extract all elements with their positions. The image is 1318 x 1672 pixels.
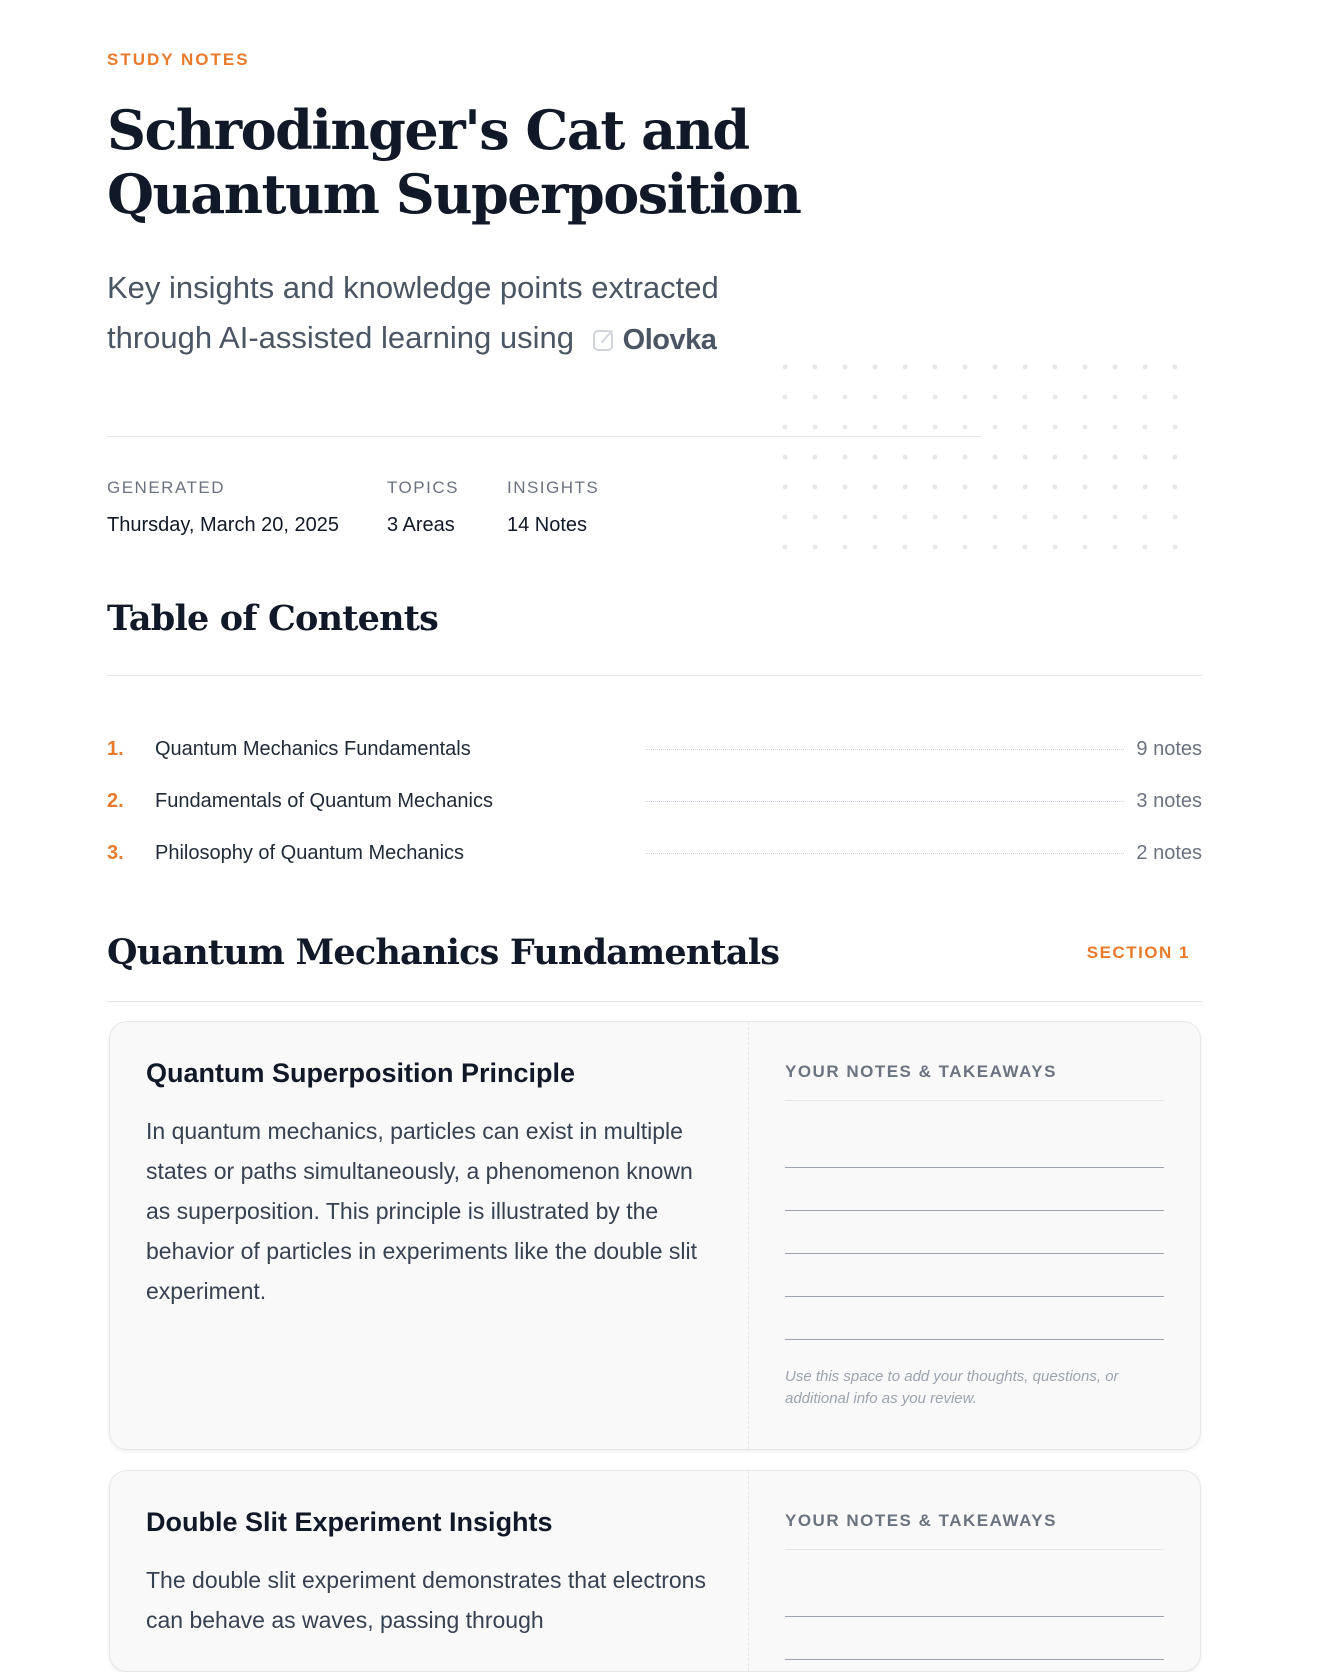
meta-topics [387, 478, 459, 537]
notes-hint: Use this space to add your thoughts, questions, or additional info as you review. [785, 1368, 1119, 1407]
toc-item-count: 9 notes [1136, 737, 1202, 760]
decorative-dot-grid [770, 352, 1200, 552]
card-body: In quantum mechanics, particles can exist in multiple states or paths simultaneously, a phenomenon known as superposition. This principle is illustrated by the behavior of particles in experiments like the double slit experiment. [146, 1118, 698, 1304]
toc-item-number: 3. [107, 841, 124, 864]
notes-label: YOUR NOTES & TAKEAWAYS [785, 1062, 1164, 1101]
note-line[interactable] [785, 1168, 1164, 1211]
toc-dot-leader [645, 853, 1124, 854]
meta-generated [107, 478, 339, 537]
section-title: Quantum Mechanics Fundamentals [107, 932, 780, 973]
card-content [110, 1022, 749, 1449]
toc-item[interactable] [107, 775, 1202, 827]
toc-item-label[interactable]: Fundamentals of Quantum Mechanics [155, 789, 493, 812]
section-header [107, 932, 1202, 973]
card-title: Double Slit Experiment Insights [146, 1507, 553, 1537]
toc-title: Table of Contents [107, 598, 438, 639]
toc-list [107, 723, 1202, 879]
notes-panel [749, 1471, 1200, 1671]
notes-panel [749, 1022, 1200, 1449]
note-line[interactable] [785, 1550, 1164, 1617]
toc-item[interactable] [107, 723, 1202, 775]
toc-item-number: 1. [107, 737, 124, 760]
meta-value: 3 Areas [386, 514, 455, 536]
meta-bar [107, 478, 647, 537]
toc-dot-leader [645, 749, 1124, 750]
toc-item-label[interactable]: Philosophy of Quantum Mechanics [155, 841, 465, 864]
meta-label: INSIGHTS [506, 478, 600, 497]
section-badge: SECTION 1 [1086, 942, 1190, 962]
toc-dot-leader [645, 801, 1124, 802]
meta-label: GENERATED [107, 478, 226, 497]
meta-value: 14 Notes [506, 514, 588, 536]
card-title: Quantum Superposition Principle [146, 1058, 576, 1088]
insight-card [109, 1470, 1201, 1672]
toc-item[interactable] [107, 827, 1202, 879]
page-title: Schrodinger's Cat and Quantum Superposition [107, 98, 801, 226]
toc-item-count: 2 notes [1136, 841, 1202, 864]
header-divider [107, 436, 982, 437]
note-line[interactable] [785, 1101, 1164, 1168]
note-line[interactable] [785, 1617, 1164, 1660]
eyebrow-label: STUDY NOTES [107, 50, 250, 69]
note-line[interactable] [785, 1254, 1164, 1297]
card-body: The double slit experiment demonstrates that electrons can behave as waves, passing through [146, 1567, 706, 1633]
meta-insights [507, 478, 599, 537]
brand-logo [591, 315, 717, 365]
note-line[interactable] [785, 1297, 1164, 1340]
toc-item-label[interactable]: Quantum Mechanics Fundamentals [155, 737, 471, 760]
toc-divider [107, 675, 1202, 676]
notes-label: YOUR NOTES & TAKEAWAYS [785, 1511, 1164, 1550]
meta-value: Thursday, March 20, 2025 [107, 514, 339, 536]
toc-item-count: 3 notes [1136, 789, 1202, 812]
subtitle-text: Key insights and knowledge points extracted through AI-assisted learning using [107, 270, 719, 355]
insight-card [109, 1021, 1201, 1450]
card-content [110, 1471, 749, 1671]
meta-label: TOPICS [386, 478, 459, 497]
brand-name: Olovka [622, 323, 717, 356]
note-line[interactable] [785, 1211, 1164, 1254]
toc-item-number: 2. [107, 789, 124, 812]
section-divider [107, 1001, 1202, 1002]
page-subtitle [107, 263, 767, 365]
pencil-note-icon [591, 327, 617, 353]
